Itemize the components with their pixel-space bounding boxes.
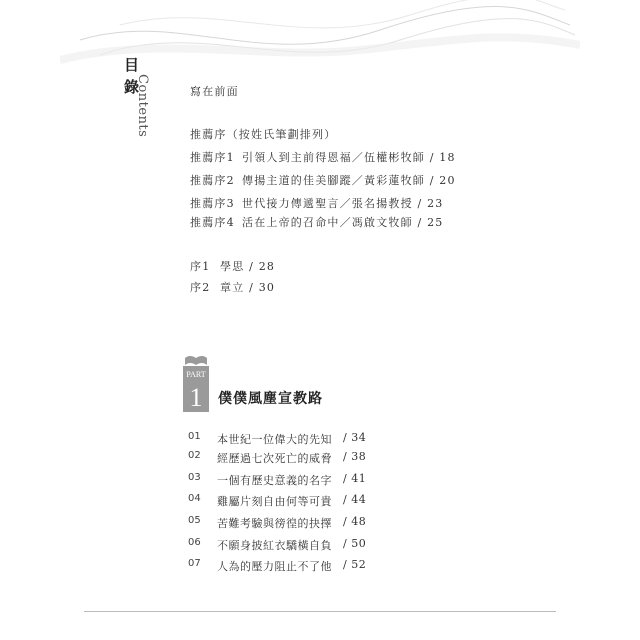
part-badge-label: PART <box>186 370 206 379</box>
chapter-number: 02 <box>188 450 201 461</box>
toc-title-en: Contents <box>135 74 150 138</box>
chapter-page: / 44 <box>343 493 367 506</box>
chapter-title: 人為的壓力阻止不了他 <box>217 560 332 573</box>
part-title: 僕僕風塵宣教路 <box>218 391 323 407</box>
recommendation-entry-1[interactable] <box>190 149 456 165</box>
preface-text: 學思 / 28 <box>220 260 276 273</box>
chapter-page: / 38 <box>343 450 367 463</box>
chapter-page: / 52 <box>343 558 367 571</box>
recommendation-text: 引領人到主前得恩福／伍權彬牧師 / 18 <box>242 151 456 164</box>
recommendation-entry-2[interactable] <box>190 172 456 188</box>
recommendation-label: 推薦序2 <box>190 174 235 187</box>
part-badge <box>183 352 209 412</box>
toc-title-char-1: 目 <box>124 56 140 74</box>
chapter-title: 雞屬片刻自由何等可貴 <box>217 495 332 508</box>
preface-entry[interactable]: 寫在前面 <box>190 85 239 98</box>
bottom-divider <box>84 611 556 612</box>
chapter-number: 07 <box>188 558 201 569</box>
recommendation-heading: 推薦序（按姓氏筆劃排列） <box>190 128 337 141</box>
preface-entry-1[interactable] <box>190 258 275 274</box>
chapter-title: 不願身披紅衣驕橫自負 <box>217 539 332 552</box>
recommendation-entry-4[interactable] <box>190 214 444 230</box>
chapter-number: 03 <box>188 472 201 483</box>
chapter-page: / 41 <box>343 472 367 485</box>
recommendation-label: 推薦序1 <box>190 151 235 164</box>
chapter-title: 本世紀一位偉大的先知 <box>217 433 332 446</box>
chapter-page: / 50 <box>343 537 367 550</box>
chapter-title: 苦難考驗與徬徨的抉擇 <box>217 517 332 530</box>
preface-entry-2[interactable] <box>190 279 275 295</box>
recommendation-label: 推薦序3 <box>190 197 235 210</box>
recommendation-text: 傳揚主道的佳美腳蹤／黃彩蓮牧師 / 20 <box>242 174 456 187</box>
chapter-title: 一個有歷史意義的名字 <box>217 474 332 487</box>
recommendation-text: 世代接力傳遞聖言／張名揚教授 / 23 <box>242 197 444 210</box>
chapter-title: 經歷過七次死亡的威脅 <box>217 452 332 465</box>
chapter-number: 04 <box>188 493 201 504</box>
preface-text: 章立 / 30 <box>220 281 276 294</box>
chapter-number: 01 <box>188 431 201 442</box>
chapter-page: / 48 <box>343 515 367 528</box>
preface-label: 序1 <box>190 260 211 273</box>
chapter-page: / 34 <box>343 431 367 444</box>
chapter-number: 06 <box>188 537 201 548</box>
book-icon <box>185 356 207 365</box>
recommendation-entry-3[interactable] <box>190 195 444 211</box>
preface-label: 序2 <box>190 281 211 294</box>
part-badge-number: 1 <box>189 383 203 412</box>
recommendation-label: 推薦序4 <box>190 216 235 229</box>
recommendation-text: 活在上帝的召命中／馮啟文牧師 / 25 <box>242 216 444 229</box>
toc-title-char-2: 錄 <box>124 78 140 96</box>
chapter-number: 05 <box>188 515 201 526</box>
